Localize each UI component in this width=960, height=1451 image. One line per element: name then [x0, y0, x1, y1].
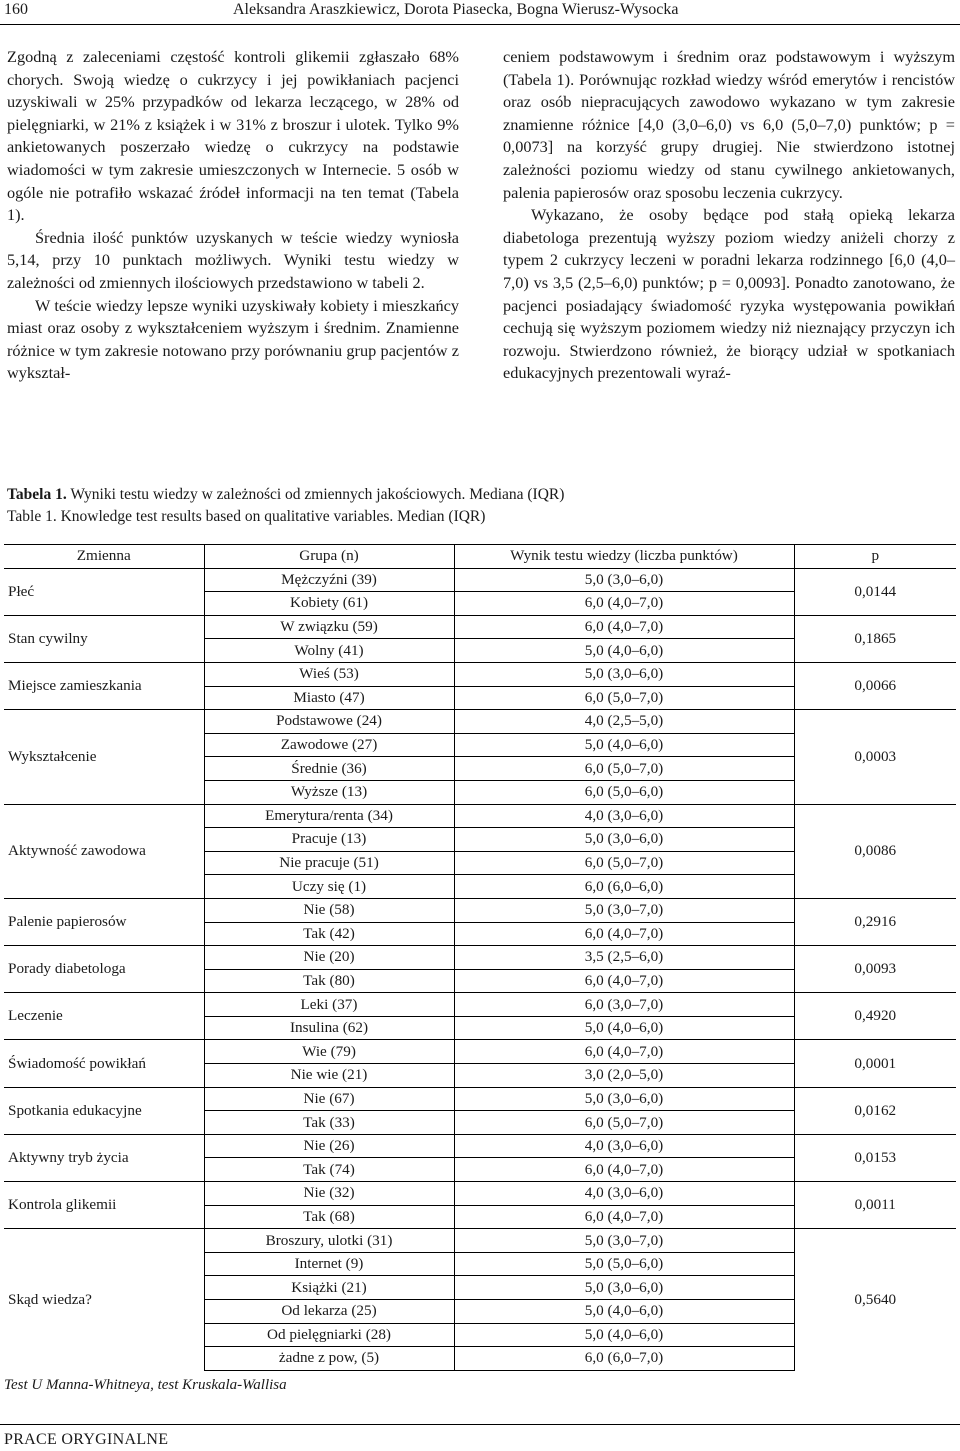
- result-cell: 6,0 (3,0–7,0): [454, 993, 794, 1017]
- variable-cell: Aktywny tryb życia: [4, 1134, 204, 1181]
- variable-cell: Leczenie: [4, 993, 204, 1040]
- variable-cell: Skąd wiedza?: [4, 1229, 204, 1371]
- variable-cell: Stan cywilny: [4, 615, 204, 662]
- result-cell: 5,0 (5,0–6,0): [454, 1252, 794, 1276]
- group-cell: Tak (42): [204, 922, 454, 946]
- result-cell: 5,0 (3,0–6,0): [454, 1087, 794, 1111]
- table-row: [4, 1134, 956, 1158]
- variable-cell: Wykształcenie: [4, 710, 204, 804]
- result-cell: 6,0 (4,0–7,0): [454, 1205, 794, 1229]
- result-cell: 6,0 (6,0–6,0): [454, 875, 794, 899]
- table-row: [4, 710, 956, 734]
- paragraph: Zgodną z zaleceniami częstość kontroli glikemii zgłaszało 68% chorych. Swoją wiedzę o cukrzycy i jej powikłaniach pacjenci uzyskiwali w 25% przypadków od lekarza leczącego, w 28% od pielęgniarki, w 21% z książek i w 31% z broszur i ulotek. Tylko 9% ankietowanych poszerzało wiedzę o cukrzycy na podstawie wiadomości w tym zakresie umieszczonych w Internecie. 5 osób w ogóle nie potrafiło wskazać źródeł informacji na ten temat (Tabela 1).: [7, 47, 459, 225]
- group-cell: Od pielęgniarki (28): [204, 1323, 454, 1347]
- result-cell: 6,0 (5,0–7,0): [454, 757, 794, 781]
- group-cell: Średnie (36): [204, 757, 454, 781]
- result-cell: 4,0 (3,0–6,0): [454, 1182, 794, 1206]
- result-cell: 6,0 (5,0–7,0): [454, 1111, 794, 1135]
- group-cell: Mężczyźni (39): [204, 568, 454, 592]
- running-head-authors: Aleksandra Araszkiewicz, Dorota Piasecka, Bogna Wierusz-Wysocka: [233, 1, 679, 18]
- result-cell: 5,0 (4,0–6,0): [454, 1016, 794, 1040]
- paragraph: ceniem podstawowym i średnim oraz podstawowym i wyższym (Tabela 1). Porównując rozkład wiedzy wśród emerytów i rencistów oraz osób niepracujących zawodowo wykazano w tym zakresie znamienne różnice [4,0 (3,0–6,0) vs 6,0 (5,0–7,0) punktów; p = 0,0073] na korzyść grupy drugiej. Nie stwierdzono istotnej zależności poziomu wiedzy od stanu cywilnego ankietowanych, palenia papierosów oraz sposobu leczenia cukrzycy.: [503, 47, 955, 202]
- group-cell: Tak (33): [204, 1111, 454, 1135]
- p-value-cell: 0,1865: [794, 615, 956, 662]
- group-cell: Miasto (47): [204, 686, 454, 710]
- result-cell: 6,0 (4,0–7,0): [454, 1158, 794, 1182]
- caption-label: Tabela 1.: [7, 486, 67, 503]
- variable-cell: Miejsce zamieszkania: [4, 662, 204, 709]
- result-cell: 5,0 (4,0–6,0): [454, 639, 794, 663]
- result-cell: 5,0 (4,0–6,0): [454, 1323, 794, 1347]
- result-cell: 5,0 (3,0–6,0): [454, 828, 794, 852]
- group-cell: Pracuje (13): [204, 828, 454, 852]
- result-cell: 3,5 (2,5–6,0): [454, 946, 794, 970]
- variable-cell: Świadomość powikłań: [4, 1040, 204, 1087]
- p-value-cell: 0,0162: [794, 1087, 956, 1134]
- group-cell: Nie (58): [204, 898, 454, 922]
- col-header-group: Grupa (n): [204, 545, 454, 569]
- result-cell: 4,0 (3,0–6,0): [454, 1134, 794, 1158]
- table-row: [4, 898, 956, 922]
- variable-cell: Płeć: [4, 568, 204, 615]
- group-cell: Książki (21): [204, 1276, 454, 1300]
- table-row: [4, 1087, 956, 1111]
- section-footer: PRACE ORYGINALNE: [4, 1431, 169, 1448]
- table-row: [4, 1040, 956, 1064]
- table-footnote: Test U Manna-Whitneya, test Kruskala-Wallisa: [4, 1377, 287, 1393]
- table-header-row: [4, 545, 956, 569]
- page-header: [0, 0, 960, 26]
- caption-polish: [7, 484, 947, 506]
- paragraph: Wykazano, że osoby będące pod stałą opieką lekarza diabetologa prezentują wyższy poziom wiedzy aniżeli chorzy z typem 2 cukrzycy leczeni w poradni lekarza rodzinnego [6,0 (4,0–7,0) vs 3,5 (2,5–6,0) punktów; p = 0,0093]. Ponadto zanotowano, że pacjenci posiadający świadomość ryzyka występowania powikłań cechują się wyższym poziomem wiedzy niż nieznający przyczyn ich rozwoju. Stwierdzono również, że biorący udział w spotkaniach edukacyjnych prezentowali wyraź-: [503, 205, 955, 383]
- group-cell: Nie pracuje (51): [204, 851, 454, 875]
- p-value-cell: 0,0093: [794, 946, 956, 993]
- group-cell: Tak (68): [204, 1205, 454, 1229]
- header-rule: [0, 24, 960, 25]
- group-cell: Uczy się (1): [204, 875, 454, 899]
- group-cell: Od lekarza (25): [204, 1300, 454, 1324]
- caption-english: Table 1. Knowledge test results based on qualitative variables. Median (IQR): [7, 508, 486, 525]
- table-row: [4, 946, 956, 970]
- result-cell: 6,0 (4,0–7,0): [454, 922, 794, 946]
- table-row: [4, 568, 956, 592]
- group-cell: Nie wie (21): [204, 1064, 454, 1088]
- variable-cell: Porady diabetologa: [4, 946, 204, 993]
- variable-cell: Spotkania edukacyjne: [4, 1087, 204, 1134]
- paragraph: W teście wiedzy lepsze wyniki uzyskiwały kobiety i mieszkańcy miast oraz osoby z wykształceniem wyższym i średnim. Znamienne różnice w tym zakresie notowano przy porównaniu grup pacjentów z wykształ-: [7, 295, 459, 383]
- group-cell: Emerytura/renta (34): [204, 804, 454, 828]
- table-row: [4, 1182, 956, 1206]
- col-header-p: p: [794, 545, 956, 569]
- col-header-variable: Zmienna: [4, 545, 204, 569]
- group-cell: Leki (37): [204, 993, 454, 1017]
- group-cell: Tak (74): [204, 1158, 454, 1182]
- result-cell: 6,0 (4,0–7,0): [454, 592, 794, 616]
- result-cell: 3,0 (2,0–5,0): [454, 1064, 794, 1088]
- result-cell: 5,0 (3,0–6,0): [454, 568, 794, 592]
- table-caption: [7, 484, 947, 528]
- table-row: [4, 1229, 956, 1253]
- result-cell: 6,0 (4,0–7,0): [454, 969, 794, 993]
- caption-text: Wyniki testu wiedzy w zależności od zmiennych jakościowych. Mediana (IQR): [70, 486, 565, 503]
- variable-cell: Kontrola glikemii: [4, 1182, 204, 1229]
- result-cell: 5,0 (4,0–6,0): [454, 1300, 794, 1324]
- p-value-cell: 0,0086: [794, 804, 956, 898]
- result-cell: 4,0 (2,5–5,0): [454, 710, 794, 734]
- results-table: [4, 544, 956, 1371]
- group-cell: Tak (80): [204, 969, 454, 993]
- group-cell: Podstawowe (24): [204, 710, 454, 734]
- result-cell: 4,0 (3,0–6,0): [454, 804, 794, 828]
- p-value-cell: 0,2916: [794, 898, 956, 945]
- result-cell: 6,0 (5,0–7,0): [454, 686, 794, 710]
- group-cell: Wolny (41): [204, 639, 454, 663]
- result-cell: 5,0 (3,0–7,0): [454, 1229, 794, 1253]
- group-cell: Insulina (62): [204, 1016, 454, 1040]
- group-cell: Wyższe (13): [204, 780, 454, 804]
- variable-cell: Aktywność zawodowa: [4, 804, 204, 898]
- group-cell: Internet (9): [204, 1252, 454, 1276]
- result-cell: 6,0 (4,0–7,0): [454, 1040, 794, 1064]
- group-cell: żadne z pow, (5): [204, 1347, 454, 1371]
- p-value-cell: 0,0003: [794, 710, 956, 804]
- group-cell: Wie (79): [204, 1040, 454, 1064]
- result-cell: 6,0 (5,0–7,0): [454, 851, 794, 875]
- variable-cell: Palenie papierosów: [4, 898, 204, 945]
- table-row: [4, 804, 956, 828]
- group-cell: Zawodowe (27): [204, 733, 454, 757]
- group-cell: Nie (32): [204, 1182, 454, 1206]
- result-cell: 5,0 (3,0–6,0): [454, 662, 794, 686]
- body-column-right: [503, 46, 955, 385]
- table-row: [4, 662, 956, 686]
- group-cell: Nie (26): [204, 1134, 454, 1158]
- p-value-cell: 0,0011: [794, 1182, 956, 1229]
- group-cell: Broszury, ulotki (31): [204, 1229, 454, 1253]
- col-header-result: Wynik testu wiedzy (liczba punktów): [454, 545, 794, 569]
- body-column-left: [7, 46, 459, 385]
- result-cell: 6,0 (5,0–6,0): [454, 780, 794, 804]
- result-cell: 6,0 (4,0–7,0): [454, 615, 794, 639]
- group-cell: Nie (20): [204, 946, 454, 970]
- page-number: 160: [4, 1, 28, 18]
- p-value-cell: 0,0144: [794, 568, 956, 615]
- group-cell: Wieś (53): [204, 662, 454, 686]
- result-cell: 5,0 (4,0–6,0): [454, 733, 794, 757]
- p-value-cell: 0,0066: [794, 662, 956, 709]
- p-value-cell: 0,0153: [794, 1134, 956, 1181]
- p-value-cell: 0,5640: [794, 1229, 956, 1371]
- group-cell: W związku (59): [204, 615, 454, 639]
- p-value-cell: 0,4920: [794, 993, 956, 1040]
- result-cell: 5,0 (3,0–6,0): [454, 1276, 794, 1300]
- footer-rule: [0, 1424, 960, 1425]
- result-cell: 5,0 (3,0–7,0): [454, 898, 794, 922]
- group-cell: Kobiety (61): [204, 592, 454, 616]
- group-cell: Nie (67): [204, 1087, 454, 1111]
- p-value-cell: 0,0001: [794, 1040, 956, 1087]
- result-cell: 6,0 (6,0–7,0): [454, 1347, 794, 1371]
- table-row: [4, 615, 956, 639]
- paragraph: Średnia ilość punktów uzyskanych w teście wiedzy wyniosła 5,14, przy 10 punktach możliwych. Wyniki testu wiedzy w zależności od zmiennych ilościowych przedstawiono w tabeli 2.: [7, 227, 459, 292]
- table-row: [4, 993, 956, 1017]
